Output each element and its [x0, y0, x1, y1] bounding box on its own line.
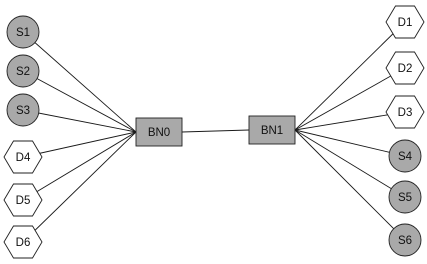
node-label: S2 — [15, 66, 31, 78]
node-s1 — [7, 16, 39, 48]
node-label: S1 — [15, 27, 31, 39]
node-s5 — [389, 181, 421, 213]
edge-s1-bn0 — [23, 32, 136, 132]
hub-bn0 — [136, 118, 182, 146]
edge-s3-bn0 — [23, 110, 136, 132]
node-label: S3 — [15, 105, 31, 117]
hub-label: BN1 — [260, 125, 284, 137]
node-s3 — [7, 94, 39, 126]
edges-layer — [23, 22, 405, 242]
edge-s2-bn0 — [23, 71, 136, 132]
node-label: D4 — [15, 152, 31, 164]
node-label: S6 — [397, 235, 413, 247]
node-d2 — [386, 52, 424, 84]
edge-d5-bn0 — [23, 132, 136, 200]
node-label: D5 — [15, 195, 31, 207]
edge-s4-bn1 — [295, 130, 405, 156]
hub-label: BN0 — [147, 127, 171, 139]
node-label: S5 — [397, 192, 413, 204]
node-d3 — [386, 96, 424, 128]
node-s2 — [7, 55, 39, 87]
nodes-layer — [4, 6, 424, 258]
node-d4 — [4, 141, 42, 173]
node-label: D2 — [397, 63, 413, 75]
node-d6 — [4, 226, 42, 258]
hub-bn1 — [249, 116, 295, 144]
node-label: D3 — [397, 107, 413, 119]
node-s6 — [389, 224, 421, 256]
node-d5 — [4, 184, 42, 216]
node-label: S4 — [397, 151, 413, 163]
edge-s5-bn1 — [295, 130, 405, 197]
node-label: D1 — [397, 17, 413, 29]
node-s4 — [389, 140, 421, 172]
node-label: D6 — [15, 237, 31, 249]
node-d1 — [386, 6, 424, 38]
edge-d6-bn0 — [23, 132, 136, 242]
edge-bn0-bn1 — [182, 130, 249, 132]
edge-s6-bn1 — [295, 130, 405, 240]
